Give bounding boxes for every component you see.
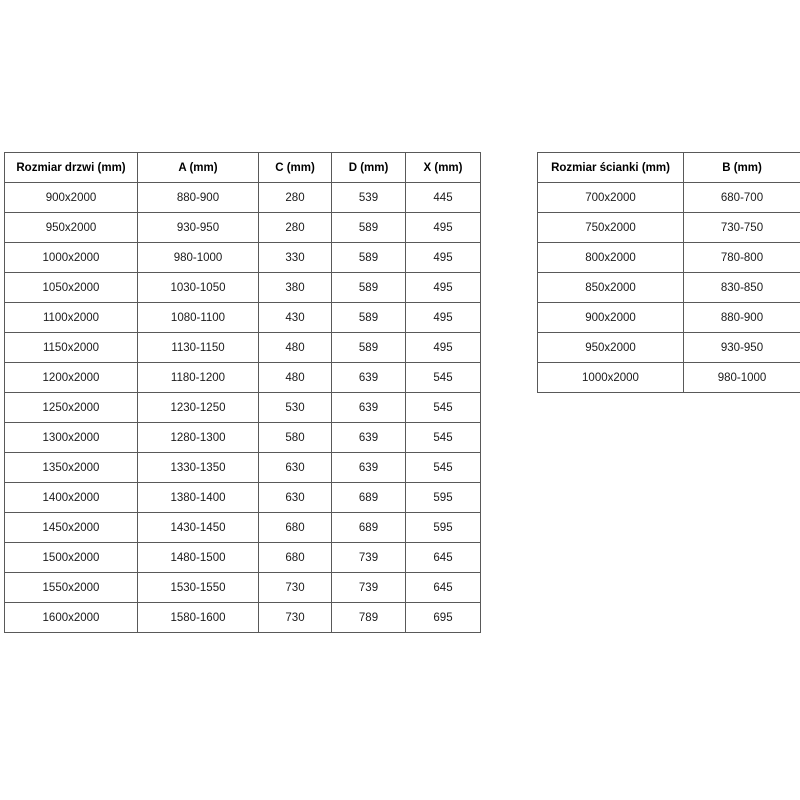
table-cell: 980-1000 xyxy=(684,363,800,393)
door-sizes-table xyxy=(4,152,481,633)
table-row xyxy=(538,363,800,393)
column-header: X (mm) xyxy=(406,153,481,183)
table-cell: 900x2000 xyxy=(5,183,138,213)
table-row xyxy=(5,333,481,363)
table-cell: 639 xyxy=(332,453,406,483)
table-cell: 1450x2000 xyxy=(5,513,138,543)
table-cell: 1250x2000 xyxy=(5,393,138,423)
table-cell: 1280-1300 xyxy=(138,423,259,453)
table-cell: 1600x2000 xyxy=(5,603,138,633)
table-cell: 545 xyxy=(406,393,481,423)
table-cell: 595 xyxy=(406,483,481,513)
table-cell: 645 xyxy=(406,543,481,573)
table-cell: 580 xyxy=(259,423,332,453)
table-cell: 730 xyxy=(259,573,332,603)
table-cell: 1200x2000 xyxy=(5,363,138,393)
table-cell: 689 xyxy=(332,513,406,543)
table-cell: 1130-1150 xyxy=(138,333,259,363)
table-row xyxy=(538,213,800,243)
table-cell: 850x2000 xyxy=(538,273,684,303)
table-row xyxy=(5,243,481,273)
table-cell: 739 xyxy=(332,573,406,603)
table-cell: 800x2000 xyxy=(538,243,684,273)
table-cell: 950x2000 xyxy=(538,333,684,363)
table-row xyxy=(538,243,800,273)
table-cell: 1530-1550 xyxy=(138,573,259,603)
wall-table-header xyxy=(538,153,800,183)
table-cell: 589 xyxy=(332,213,406,243)
table-cell: 900x2000 xyxy=(538,303,684,333)
table-cell: 1550x2000 xyxy=(5,573,138,603)
column-header: C (mm) xyxy=(259,153,332,183)
table-cell: 589 xyxy=(332,243,406,273)
table-cell: 1180-1200 xyxy=(138,363,259,393)
table-cell: 495 xyxy=(406,243,481,273)
column-header: Rozmiar drzwi (mm) xyxy=(5,153,138,183)
table-cell: 930-950 xyxy=(138,213,259,243)
table-cell: 1430-1450 xyxy=(138,513,259,543)
table-cell: 1580-1600 xyxy=(138,603,259,633)
table-cell: 495 xyxy=(406,213,481,243)
table-cell: 1350x2000 xyxy=(5,453,138,483)
column-header: A (mm) xyxy=(138,153,259,183)
table-cell: 1380-1400 xyxy=(138,483,259,513)
table-cell: 545 xyxy=(406,363,481,393)
table-cell: 430 xyxy=(259,303,332,333)
table-cell: 680 xyxy=(259,513,332,543)
table-cell: 950x2000 xyxy=(5,213,138,243)
table-cell: 980-1000 xyxy=(138,243,259,273)
column-header: Rozmiar ścianki (mm) xyxy=(538,153,684,183)
door-table-body xyxy=(5,183,481,633)
table-row xyxy=(538,333,800,363)
table-cell: 1480-1500 xyxy=(138,543,259,573)
table-cell: 639 xyxy=(332,393,406,423)
table-cell: 1050x2000 xyxy=(5,273,138,303)
table-cell: 1300x2000 xyxy=(5,423,138,453)
table-cell: 330 xyxy=(259,243,332,273)
table-cell: 1500x2000 xyxy=(5,543,138,573)
table-cell: 730 xyxy=(259,603,332,633)
table-cell: 1000x2000 xyxy=(538,363,684,393)
table-cell: 630 xyxy=(259,483,332,513)
table-cell: 545 xyxy=(406,423,481,453)
table-cell: 930-950 xyxy=(684,333,800,363)
table-cell: 445 xyxy=(406,183,481,213)
table-cell: 280 xyxy=(259,213,332,243)
table-cell: 639 xyxy=(332,423,406,453)
table-row xyxy=(5,363,481,393)
table-row xyxy=(5,213,481,243)
table-cell: 695 xyxy=(406,603,481,633)
table-row xyxy=(5,273,481,303)
table-row xyxy=(5,453,481,483)
table-cell: 589 xyxy=(332,303,406,333)
table-cell: 1230-1250 xyxy=(138,393,259,423)
table-cell: 750x2000 xyxy=(538,213,684,243)
table-row xyxy=(5,183,481,213)
table-row xyxy=(538,183,800,213)
table-cell: 880-900 xyxy=(138,183,259,213)
table-cell: 530 xyxy=(259,393,332,423)
table-cell: 380 xyxy=(259,273,332,303)
table-cell: 680-700 xyxy=(684,183,800,213)
table-cell: 280 xyxy=(259,183,332,213)
table-row xyxy=(5,603,481,633)
table-cell: 495 xyxy=(406,303,481,333)
table-cell: 480 xyxy=(259,333,332,363)
table-cell: 545 xyxy=(406,453,481,483)
column-header: D (mm) xyxy=(332,153,406,183)
table-header-row xyxy=(538,153,800,183)
table-row xyxy=(5,543,481,573)
table-row xyxy=(5,513,481,543)
wall-panel-sizes-table xyxy=(537,152,800,393)
table-row xyxy=(538,303,800,333)
table-row xyxy=(538,273,800,303)
table-cell: 589 xyxy=(332,273,406,303)
table-header-row xyxy=(5,153,481,183)
table-cell: 1330-1350 xyxy=(138,453,259,483)
table-cell: 1000x2000 xyxy=(5,243,138,273)
column-header: B (mm) xyxy=(684,153,800,183)
table-cell: 680 xyxy=(259,543,332,573)
table-cell: 630 xyxy=(259,453,332,483)
table-cell: 1400x2000 xyxy=(5,483,138,513)
table-cell: 789 xyxy=(332,603,406,633)
table-row xyxy=(5,393,481,423)
table-cell: 700x2000 xyxy=(538,183,684,213)
table-cell: 1100x2000 xyxy=(5,303,138,333)
table-cell: 645 xyxy=(406,573,481,603)
table-cell: 1150x2000 xyxy=(5,333,138,363)
table-cell: 1030-1050 xyxy=(138,273,259,303)
table-row xyxy=(5,303,481,333)
wall-table-body xyxy=(538,183,800,393)
table-cell: 480 xyxy=(259,363,332,393)
table-row xyxy=(5,573,481,603)
table-cell: 730-750 xyxy=(684,213,800,243)
door-table-header xyxy=(5,153,481,183)
table-row xyxy=(5,423,481,453)
table-cell: 539 xyxy=(332,183,406,213)
table-cell: 595 xyxy=(406,513,481,543)
table-cell: 830-850 xyxy=(684,273,800,303)
table-cell: 689 xyxy=(332,483,406,513)
table-cell: 880-900 xyxy=(684,303,800,333)
table-row xyxy=(5,483,481,513)
table-cell: 1080-1100 xyxy=(138,303,259,333)
table-cell: 780-800 xyxy=(684,243,800,273)
table-cell: 639 xyxy=(332,363,406,393)
table-cell: 589 xyxy=(332,333,406,363)
table-cell: 739 xyxy=(332,543,406,573)
table-cell: 495 xyxy=(406,273,481,303)
table-cell: 495 xyxy=(406,333,481,363)
